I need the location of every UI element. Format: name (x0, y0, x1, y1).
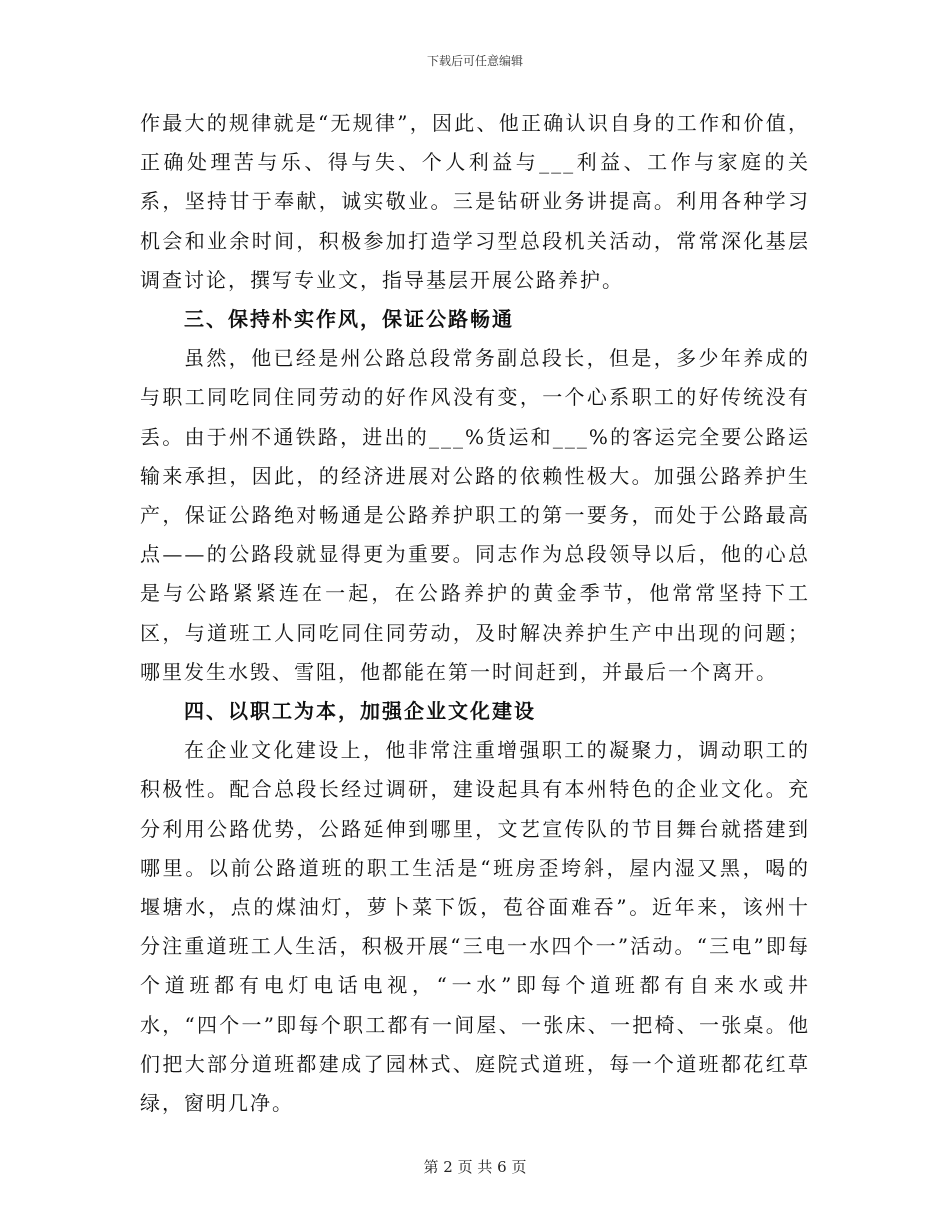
paragraph-continued: 作最大的规律就是“无规律”，因此、他正确认识自身的工作和价值，正确处理苦与乐、得与失、个人利益与___利益、工作与家庭的关系，坚持甘于奉献，诚实敬业。三是钻研业务讲提高。利用各种学习机会和业余时间，积极参加打造学习型总段机关活动，常常深化基层调查讨论，撰写专业文，指导基层开展公路养护。 (140, 111, 810, 292)
paragraph-section-3: 虽然，他已经是州公路总段常务副总段长，但是，多少年养成的与职工同吃同住同劳动的好作风没有变，一个心系职工的好传统没有丢。由于州不通铁路，进出的___%货运和___%的客运完全要公路运输来承担，因此，的经济进展对公路的依赖性极大。加强公路养护生产，保证公路绝对畅通是公路养护职工的第一要务，而处于公路最高点——的公路段就显得更为重要。同志作为总段领导以后，他的心总是与公路紧紧连在一起，在公路养护的黄金季节，他常常坚持下工区，与道班工人同吃同住同劳动，及时解决养护生产中出现的问题；哪里发生水毁、雪阻，他都能在第一时间赶到，并最后一个离开。 (140, 346, 810, 684)
section-heading-3: 三、保持朴实作风，保证公路畅通 (184, 307, 514, 332)
paragraph-section-4: 在企业文化建设上，他非常注重增强职工的凝聚力，调动职工的积极性。配合总段长经过调研，建设起具有本州特色的企业文化。充分利用公路优势，公路延伸到哪里，文艺宣传队的节目舞台就搭建到哪里。以前公路道班的职工生活是“班房歪垮斜，屋内湿又黑，喝的堰塘水，点的煤油灯，萝卜菜下饭，苞谷面难吞”。近年来，该州十分注重道班工人生活，积极开展“三电一水四个一”活动。“三电”即每个道班都有电灯电话电视，“一水”即每个道班都有自来水或井水，“四个一”即每个职工都有一间屋、一张床、一把椅、一张桌。他们把大部分道班都建成了园林式、庭院式道班，每一个道班都花红草绿，窗明几净。 (140, 738, 810, 1116)
page-number: 第 2 页 共 6 页 (423, 1158, 527, 1176)
document-body (140, 104, 810, 1123)
page-header-note: 下载后可任意编辑 (426, 54, 523, 68)
section-heading-4: 四、以职工为本，加强企业文化建设 (184, 699, 536, 724)
